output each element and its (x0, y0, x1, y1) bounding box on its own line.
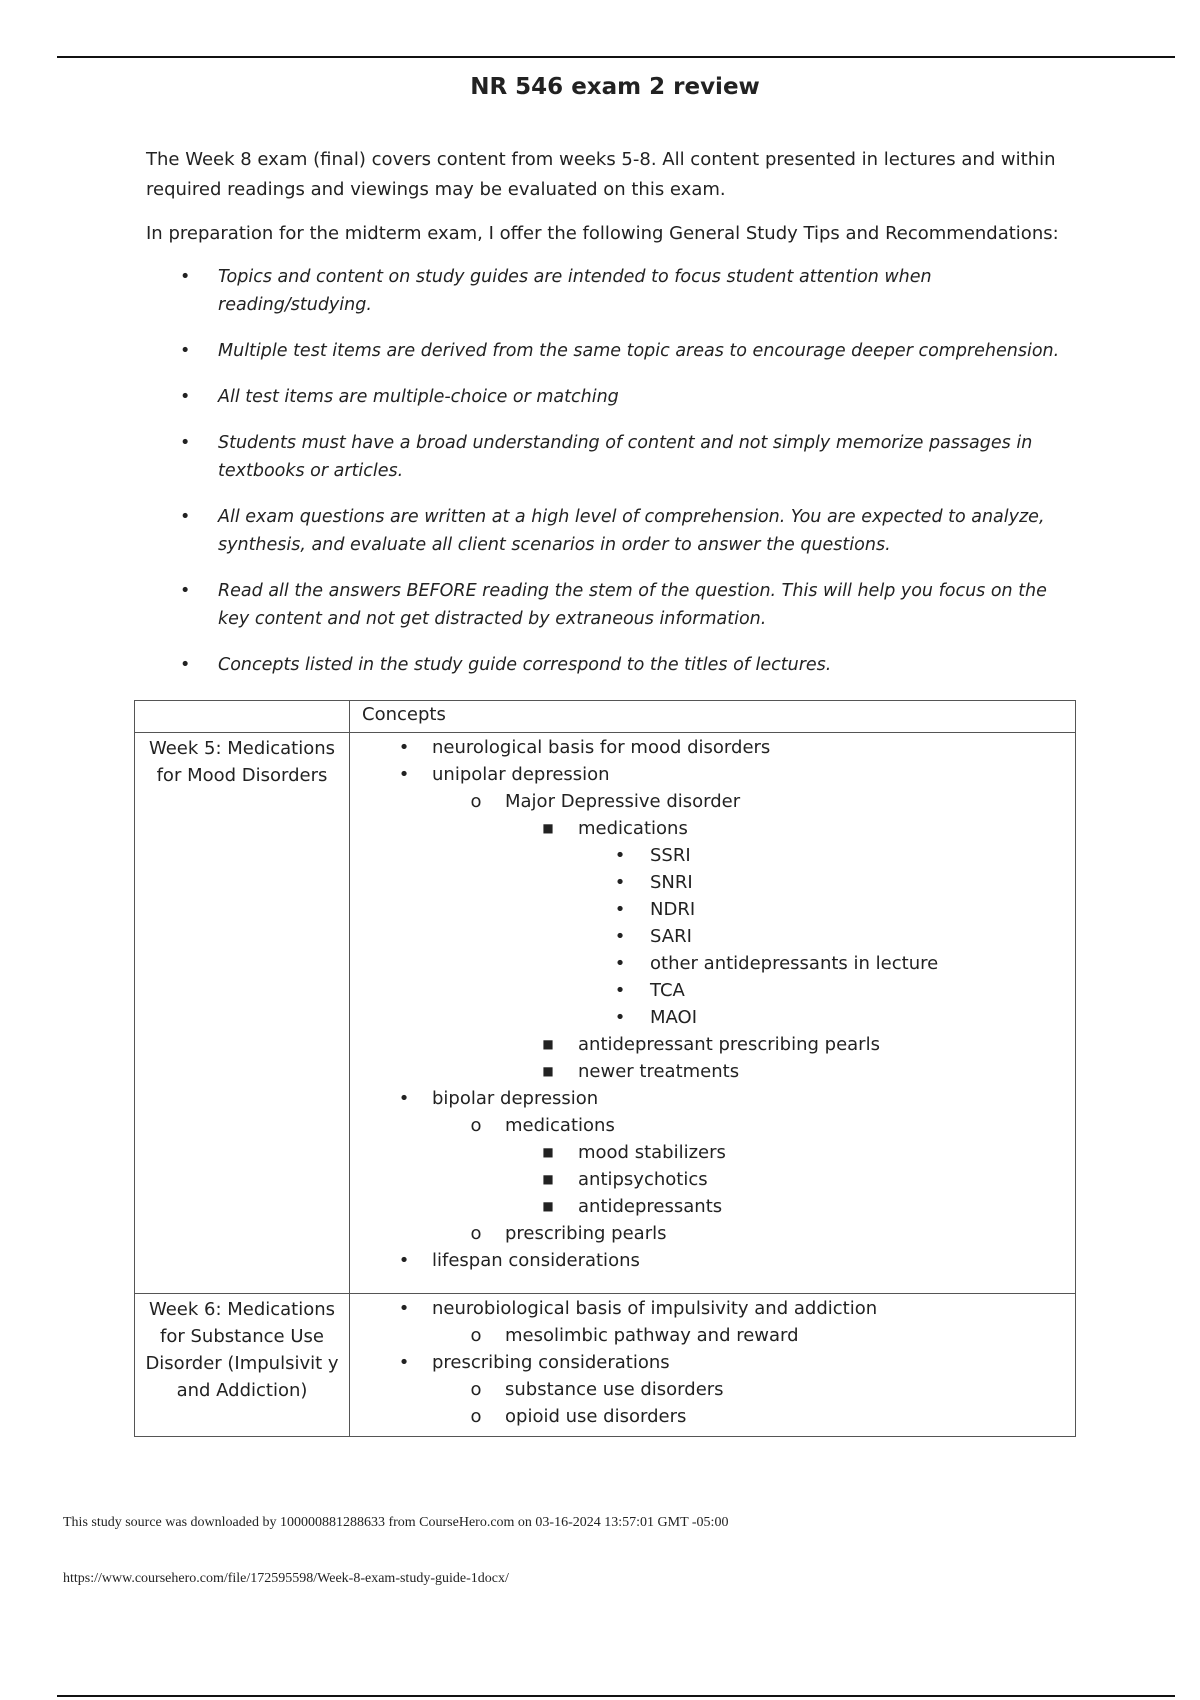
concept-item (350, 1031, 1075, 1058)
concept-text: NDRI (650, 899, 696, 920)
table-row (135, 1294, 1076, 1437)
bullet-icon: • (398, 1088, 410, 1109)
concept-item (350, 1247, 1075, 1274)
concept-text: neurological basis for mood disorders (432, 737, 771, 758)
concept-item (350, 1139, 1075, 1166)
bullet-icon: • (614, 1007, 626, 1028)
concept-text: unipolar depression (432, 764, 610, 785)
intro-section (146, 145, 1076, 697)
concept-text: TCA (650, 980, 685, 1001)
concepts-cell (350, 1294, 1076, 1437)
bullet-icon: • (398, 1298, 410, 1319)
week-cell: Week 5: Medications for Mood Disorders (135, 733, 350, 1294)
concept-item (350, 1058, 1075, 1085)
concept-text: Major Depressive disorder (505, 791, 741, 812)
concept-text: substance use disorders (505, 1379, 724, 1400)
concept-item (350, 1322, 1075, 1349)
concept-text: antipsychotics (578, 1169, 708, 1190)
download-notice: This study source was downloaded by 100000881288633 from CourseHero.com on 03-16-2024 13:57:01 GMT -05:00 (63, 1515, 729, 1530)
concept-item (350, 896, 1075, 923)
concept-text: SARI (650, 926, 692, 947)
week-cell: Week 6: Medications for Substance Use Disorder (Impulsivit y and Addiction) (135, 1294, 350, 1437)
concept-text: mood stabilizers (578, 1142, 726, 1163)
concept-item (350, 923, 1075, 950)
bullet-icon: ■ (542, 821, 554, 835)
bottom-rule (57, 1695, 1175, 1697)
concept-item (350, 1295, 1075, 1322)
concept-item (350, 815, 1075, 842)
study-tip: • All exam questions are written at a high level of comprehension. You are expected to analyze, synthesis, and evaluate all client scenarios in order to answer the questions. (146, 503, 1076, 559)
bullet-icon: o (470, 1325, 482, 1346)
concept-text: MAOI (650, 1007, 698, 1028)
bullet-icon: ■ (542, 1145, 554, 1159)
concept-text: antidepressant prescribing pearls (578, 1034, 880, 1055)
concept-item (350, 977, 1075, 1004)
table-row (135, 733, 1076, 1294)
concept-item (350, 788, 1075, 815)
bullet-icon: ■ (542, 1199, 554, 1213)
concepts-cell (350, 733, 1076, 1294)
concept-item (350, 761, 1075, 788)
bullet-icon: • (398, 1352, 410, 1373)
study-tip: • Concepts listed in the study guide correspond to the titles of lectures. (146, 651, 1076, 679)
bullet-icon: • (398, 737, 410, 758)
bullet-icon: ■ (542, 1172, 554, 1186)
study-tip: • Students must have a broad understanding of content and not simply memorize passages in textbooks or articles. (146, 429, 1076, 485)
source-url[interactable]: https://www.coursehero.com/file/172595598/Week-8-exam-study-guide-1docx/ (63, 1571, 509, 1586)
concept-text: antidepressants (578, 1196, 723, 1217)
concept-text: other antidepressants in lecture (650, 953, 939, 974)
intro-paragraph: The Week 8 exam (final) covers content from weeks 5-8. All content presented in lectures and within required readings and viewings may be evaluated on this exam. (146, 149, 1056, 200)
concept-item (350, 734, 1075, 761)
concepts-table (134, 700, 1076, 1437)
concept-item (350, 950, 1075, 977)
bullet-icon: • (614, 899, 626, 920)
bullet-icon: • (614, 953, 626, 974)
header-concepts: Concepts (350, 701, 1076, 733)
concept-text: bipolar depression (432, 1088, 599, 1109)
header-empty-cell (135, 701, 350, 733)
concept-text: SNRI (650, 872, 693, 893)
intro-paragraph: In preparation for the midterm exam, I offer the following General Study Tips and Recommendations: (146, 223, 1059, 244)
concept-item (350, 842, 1075, 869)
concept-text: prescribing considerations (432, 1352, 670, 1373)
study-tip: • Topics and content on study guides are intended to focus student attention when reading/studying. (146, 263, 1076, 319)
concept-item (350, 1349, 1075, 1376)
study-tip: • Multiple test items are derived from the same topic areas to encourage deeper comprehension. (146, 337, 1076, 365)
concept-text: neurobiological basis of impulsivity and addiction (432, 1298, 878, 1319)
concept-item (350, 1004, 1075, 1031)
concept-text: medications (505, 1115, 615, 1136)
concept-item (350, 1376, 1075, 1403)
concept-text: SSRI (650, 845, 691, 866)
bullet-icon: • (614, 845, 626, 866)
bullet-icon: ■ (542, 1037, 554, 1051)
concept-text: opioid use disorders (505, 1406, 687, 1427)
concept-text: mesolimbic pathway and reward (505, 1325, 799, 1346)
concept-item (350, 1112, 1075, 1139)
bullet-icon: • (398, 1250, 410, 1271)
bullet-icon: • (614, 980, 626, 1001)
concept-text: lifespan considerations (432, 1250, 640, 1271)
study-tip: • Read all the answers BEFORE reading the stem of the question. This will help you focus on the key content and not get distracted by extraneous information. (146, 577, 1076, 633)
bullet-icon: o (470, 1115, 482, 1136)
concept-text: newer treatments (578, 1061, 740, 1082)
bullet-icon: o (470, 1223, 482, 1244)
concept-item (350, 1220, 1075, 1247)
concept-item (350, 1085, 1075, 1112)
concept-text: prescribing pearls (505, 1223, 667, 1244)
concept-item (350, 1166, 1075, 1193)
study-tips-list (146, 263, 1076, 679)
page-title: NR 546 exam 2 review (470, 74, 760, 100)
concept-text: medications (578, 818, 688, 839)
concept-item (350, 869, 1075, 896)
concept-item (350, 1403, 1075, 1430)
bullet-icon: o (470, 791, 482, 812)
bullet-icon: • (614, 926, 626, 947)
concept-item (350, 1193, 1075, 1220)
bullet-icon: • (614, 872, 626, 893)
study-tip: • All test items are multiple-choice or matching (146, 383, 1076, 411)
bullet-icon: • (398, 764, 410, 785)
table-header-row (135, 701, 1076, 733)
bullet-icon: o (470, 1406, 482, 1427)
bullet-icon: ■ (542, 1064, 554, 1078)
bullet-icon: o (470, 1379, 482, 1400)
top-rule (57, 56, 1175, 58)
